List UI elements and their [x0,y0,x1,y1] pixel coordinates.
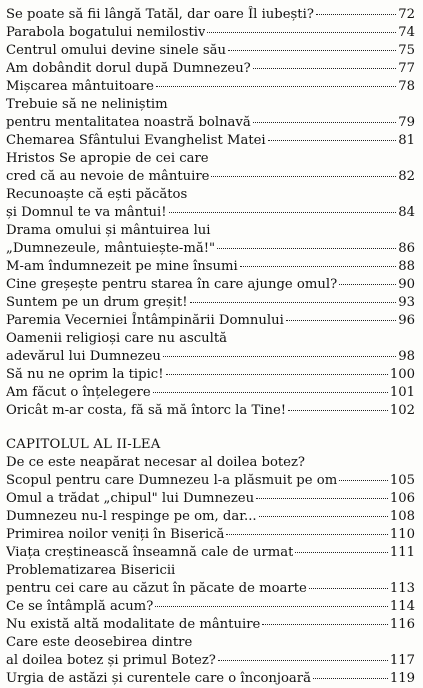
toc-entry [6,562,415,598]
toc-entry-row [6,294,415,312]
toc-entry-title-line: De ce este neapărat necesar al doilea botez? [6,455,306,470]
toc-entry [6,384,415,402]
toc-entry-row [6,168,415,186]
toc-entry-title-line: Problematizarea Bisericii [6,563,176,578]
toc-entry-row [6,24,415,42]
toc-entry-row [6,384,415,402]
dot-leader [166,374,388,375]
page-number: 111 [389,545,415,560]
dot-leader [256,498,388,499]
toc-entry-title: Omul a trădat „chipul" lui Dumnezeu [6,491,255,506]
toc-entry-row [6,42,415,60]
dot-leader [339,480,388,481]
page-number: 72 [398,7,415,22]
dot-leader [295,552,387,553]
toc-entry-row [6,490,415,508]
page-number: 100 [389,367,415,382]
dot-leader [211,176,396,177]
dot-leader [169,212,397,213]
toc-entry-title: Oricât m-ar costa, fă să mă întorc la Tine! [6,403,287,418]
toc-entry-title: Nu există altă modalitate de mântuire [6,617,261,632]
page-number: 116 [389,617,415,632]
page-number: 82 [398,169,415,184]
page-number: 117 [389,653,415,668]
page-number: 110 [389,527,415,542]
toc-entry [6,24,415,42]
toc-entry [6,634,415,670]
toc-entry [6,60,415,78]
toc-entry-row [6,366,415,384]
toc-entry-row [6,114,415,132]
toc-entry-title: cred că au nevoie de mântuire [6,169,210,184]
page-number: 77 [398,61,415,76]
dot-leader [156,86,396,87]
toc-part-2 [6,454,415,688]
dot-leader [240,266,396,267]
toc-entry [6,526,415,544]
toc-entry [6,454,415,490]
toc-entry [6,294,415,312]
dot-leader [288,410,388,411]
page-number: 113 [389,581,415,596]
page-number: 79 [398,115,415,130]
toc-entry-row [6,670,415,688]
page-number: 119 [389,671,415,686]
dot-leader [228,50,396,51]
toc-entry-row [6,508,415,526]
page-number: 101 [389,385,415,400]
toc-entry-row [6,598,415,616]
toc-entry-title-line: Recunoaște că ești păcătos [6,187,188,202]
toc-entry [6,222,415,258]
toc-entry-row [6,60,415,78]
toc-entry-title: pentru cei care au căzut în păcate de moarte [6,581,307,596]
toc-entry-row [6,580,415,598]
dot-leader [259,516,388,517]
toc-entry-row [6,526,415,544]
toc-entry-title: Centrul omului devine sinele său [6,43,226,58]
dot-leader [316,14,396,15]
toc-entry-title: Se poate să fii lângă Tatăl, dar oare Îl iubești? [6,7,314,22]
page-number: 108 [389,509,415,524]
toc-entry-title: Dumnezeu nu-l respinge pe om, dar... [6,509,257,524]
toc-entry [6,42,415,60]
toc-entry-row [6,348,415,366]
toc-entry-title: Urgia de astăzi și curentele care o înconjoară [6,671,311,686]
toc-entry [6,96,415,132]
toc-entry-title: al doilea botez și primul Botez? [6,653,216,668]
toc-entry-row [6,652,415,670]
page-number: 75 [398,43,415,58]
toc-entry-title: Ce se întâmplă acum? [6,599,154,614]
toc-entry-row [6,402,415,420]
toc-list [6,6,415,688]
page-number: 84 [398,205,415,220]
toc-entry [6,6,415,24]
toc-entry [6,330,415,366]
toc-entry-title: „Dumnezeule, mântuiește-mă!" [6,241,216,256]
toc-entry [6,258,415,276]
toc-entry [6,490,415,508]
dot-leader [268,140,397,141]
toc-entry-title: Cine greșește pentru starea în care ajunge omul? [6,277,338,292]
page-number: 78 [398,79,415,94]
page-number: 86 [398,241,415,256]
dot-leader [207,32,396,33]
toc-entry-row [6,132,415,150]
dot-leader [262,624,388,625]
toc-entry-row [6,312,415,330]
dot-leader [253,68,396,69]
toc-entry-title: și Domnul te va mântui! [6,205,167,220]
toc-entry-title-line: Care este deosebirea dintre [6,635,193,650]
toc-entry-title: Am dobândit dorul după Dumnezeu? [6,61,251,76]
dot-leader [153,392,388,393]
toc-entry-title-line: Oamenii religioși care nu ascultă [6,331,228,346]
dot-leader [226,534,387,535]
toc-entry-title: Parabola bogatului nemilostiv [6,25,206,40]
toc-entry-row [6,258,415,276]
page-number: 106 [389,491,415,506]
toc-entry-title: Am făcut o înțelegere [6,385,151,400]
page-number: 96 [398,313,415,328]
dot-leader [190,302,397,303]
toc-entry-row [6,6,415,24]
toc-entry-title: Să nu ne oprim la tipic! [6,367,164,382]
toc-entry [6,366,415,384]
toc-entry-title-line: Drama omului și mântuirea lui [6,223,211,238]
page-number: 81 [398,133,415,148]
toc-entry [6,276,415,294]
dot-leader [339,284,396,285]
toc-entry [6,616,415,634]
toc-part-1 [6,6,415,420]
page-number: 90 [398,277,415,292]
page-number: 105 [389,473,415,488]
toc-entry-title-line: Hristos Se apropie de cei care [6,151,209,166]
toc-entry-row [6,240,415,258]
toc-entry-row [6,472,415,490]
toc-entry-title: pentru mentalitatea noastră bolnavă [6,115,251,130]
dot-leader [286,320,396,321]
dot-leader [217,248,396,249]
page-number: 74 [398,25,415,40]
toc-entry-row [6,616,415,634]
toc-entry [6,186,415,222]
toc-entry-title: adevărul lui Dumnezeu [6,349,161,364]
dot-leader [309,588,388,589]
toc-entry-title: Scopul pentru care Dumnezeu l-a plăsmuit pe om [6,473,338,488]
toc-entry [6,402,415,420]
page-number: 114 [389,599,415,614]
toc-entry [6,78,415,96]
toc-entry-title: Viața creștinească înseamnă cale de urmat [6,545,294,560]
toc-entry-row [6,276,415,294]
page-number: 88 [398,259,415,274]
page-number: 98 [398,349,415,364]
toc-entry-title: M-am îndumnezeit pe mine însumi [6,259,238,274]
dot-leader [253,122,396,123]
toc-entry [6,670,415,688]
toc-entry-title: Suntem pe un drum greșit! [6,295,188,310]
toc-entry [6,132,415,150]
page-number: 93 [398,295,415,310]
toc-entry-title: Chemarea Sfântului Evanghelist Matei [6,133,266,148]
chapter-heading: CAPITOLUL AL II-LEA [6,437,161,452]
dot-leader [218,660,388,661]
toc-entry-title-line: Trebuie să ne neliniștim [6,97,168,112]
toc-entry [6,150,415,186]
dot-leader [155,606,388,607]
page-number: 102 [389,403,415,418]
toc-entry-row [6,544,415,562]
toc-entry [6,544,415,562]
dot-leader [313,678,388,679]
toc-entry [6,598,415,616]
toc-entry-title: Mișcarea mântuitoare [6,79,154,94]
toc-entry [6,508,415,526]
dot-leader [163,356,396,357]
toc-entry-row [6,78,415,96]
toc-entry-title: Primirea noilor veniți în Biserică [6,527,225,542]
toc-entry-row [6,204,415,222]
toc-entry [6,312,415,330]
toc-entry-title: Paremia Vecerniei Întâmpinării Domnului [6,313,284,328]
